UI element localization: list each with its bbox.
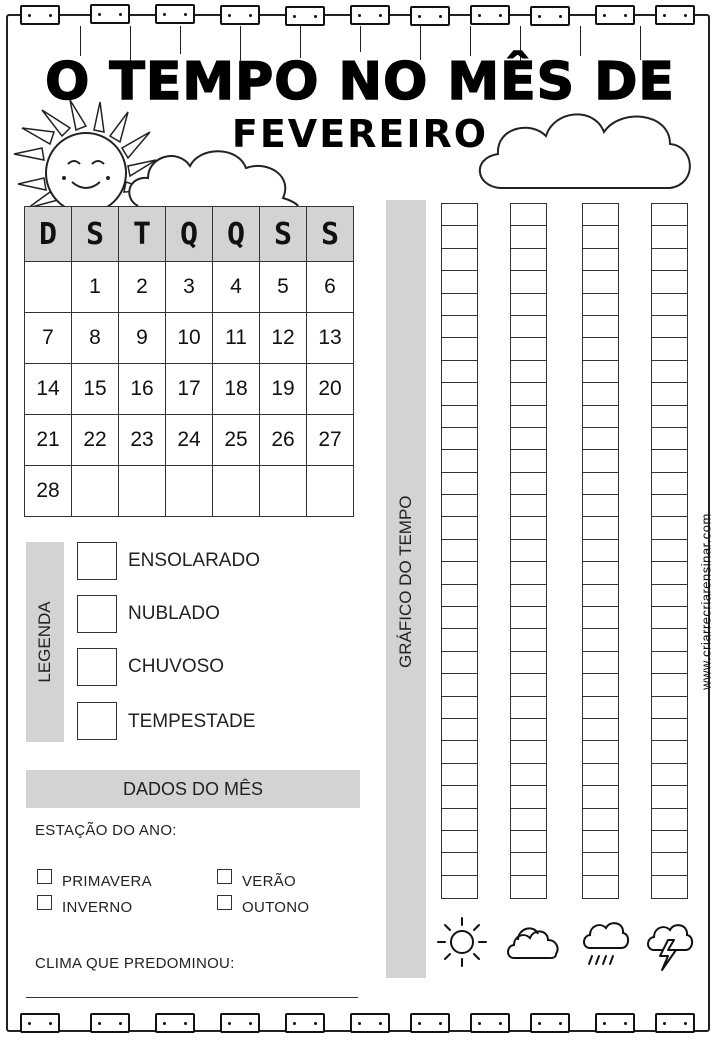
graph-cell[interactable] (652, 540, 687, 562)
graph-cell[interactable] (652, 338, 687, 360)
legend-label: LEGENDA (35, 601, 54, 683)
graph-cell[interactable] (442, 786, 477, 808)
graph-column-rain (582, 203, 619, 899)
weekday-header: T (119, 207, 166, 262)
graph-cell[interactable] (442, 495, 477, 517)
graph-cell[interactable] (442, 876, 477, 898)
graph-cell[interactable] (583, 204, 618, 226)
graph-cell[interactable] (442, 249, 477, 271)
legend-text-ensolarado: ENSOLARADO (128, 550, 260, 571)
binder-tab-bottom (655, 1013, 695, 1033)
graph-cell[interactable] (442, 316, 477, 338)
graph-cell[interactable] (442, 450, 477, 472)
graph-cell[interactable] (583, 786, 618, 808)
graph-cell[interactable] (442, 697, 477, 719)
graph-cell[interactable] (511, 226, 546, 248)
graph-cell[interactable] (583, 697, 618, 719)
calendar-day[interactable]: 7 (25, 313, 72, 364)
graph-cell[interactable] (511, 271, 546, 293)
graph-cell[interactable] (583, 674, 618, 696)
graph-cell[interactable] (442, 629, 477, 651)
binder-tab-top (285, 6, 325, 26)
calendar-day[interactable]: 26 (260, 415, 307, 466)
calendar-day[interactable]: 6 (307, 262, 354, 313)
graph-cell[interactable] (583, 629, 618, 651)
binder-tab-top (655, 5, 695, 25)
graph-cell[interactable] (511, 361, 546, 383)
checkbox-inverno[interactable] (37, 895, 52, 910)
graph-cell[interactable] (652, 271, 687, 293)
graph-cell[interactable] (652, 495, 687, 517)
weekday-header: Q (213, 207, 260, 262)
graph-cell[interactable] (442, 540, 477, 562)
calendar-week (25, 364, 354, 415)
graph-cell[interactable] (652, 361, 687, 383)
binder-tab-top (20, 5, 60, 25)
graph-cell[interactable] (511, 652, 546, 674)
graph-cell[interactable] (442, 226, 477, 248)
binder-tab-top (595, 5, 635, 25)
climate-answer-line[interactable] (26, 997, 358, 998)
graph-cell[interactable] (511, 786, 546, 808)
graph-cell[interactable] (442, 809, 477, 831)
graph-cell[interactable] (442, 428, 477, 450)
binder-tab-bottom (350, 1013, 390, 1033)
graph-cell[interactable] (442, 853, 477, 875)
graph-cell[interactable] (442, 831, 477, 853)
calendar-week (25, 313, 354, 364)
graph-cell[interactable] (583, 361, 618, 383)
graph-cell[interactable] (583, 316, 618, 338)
graph-cell[interactable] (583, 338, 618, 360)
graph-cell[interactable] (511, 607, 546, 629)
graph-cell[interactable] (511, 294, 546, 316)
binder-tab-bottom (220, 1013, 260, 1033)
graph-cell[interactable] (511, 338, 546, 360)
storm-icon (644, 918, 694, 974)
calendar-day[interactable]: 22 (72, 415, 119, 466)
calendar-week (25, 415, 354, 466)
graph-cell[interactable] (583, 876, 618, 898)
calendar-day[interactable] (72, 466, 119, 517)
calendar-day[interactable]: 8 (72, 313, 119, 364)
graph-cell[interactable] (511, 764, 546, 786)
graph-cell[interactable] (511, 697, 546, 719)
binder-tab-top (90, 4, 130, 24)
binder-tab-bottom (285, 1013, 325, 1033)
calendar-day[interactable]: 5 (260, 262, 307, 313)
graph-cell[interactable] (652, 450, 687, 472)
graph-cell[interactable] (652, 876, 687, 898)
legend-text-chuvoso: CHUVOSO (128, 656, 225, 677)
calendar-day[interactable]: 23 (119, 415, 166, 466)
graph-cell[interactable] (583, 517, 618, 539)
weekday-header: S (260, 207, 307, 262)
checkbox-primavera[interactable] (37, 869, 52, 884)
binder-tab-top (530, 6, 570, 26)
calendar-day[interactable] (307, 466, 354, 517)
graph-cell[interactable] (442, 764, 477, 786)
graph-cell[interactable] (442, 383, 477, 405)
graph-cell[interactable] (652, 674, 687, 696)
binder-tab-bottom (155, 1013, 195, 1033)
graph-cell[interactable] (511, 719, 546, 741)
graph-cell[interactable] (511, 831, 546, 853)
graph-cell[interactable] (652, 249, 687, 271)
graph-cell[interactable] (583, 428, 618, 450)
binder-tab-top (410, 6, 450, 26)
calendar-day[interactable] (166, 466, 213, 517)
calendar-day[interactable]: 11 (213, 313, 260, 364)
graph-cell[interactable] (652, 428, 687, 450)
calendar-day[interactable]: 14 (25, 364, 72, 415)
graph-cell[interactable] (652, 809, 687, 831)
graph-cell[interactable] (442, 674, 477, 696)
graph-cell[interactable] (652, 786, 687, 808)
calendar-day[interactable]: 13 (307, 313, 354, 364)
climate-label: CLIMA QUE PREDOMINOU: (35, 955, 235, 972)
season-inverno: INVERNO (62, 899, 133, 916)
graph-column-cloud (510, 203, 547, 899)
checkbox-outono[interactable] (217, 895, 232, 910)
season-primavera: PRIMAVERA (62, 873, 152, 890)
graph-cell[interactable] (583, 741, 618, 763)
rain-icon (580, 916, 630, 972)
graph-cell[interactable] (511, 495, 546, 517)
calendar-day[interactable]: 20 (307, 364, 354, 415)
calendar-week (25, 262, 354, 313)
graph-cell[interactable] (652, 316, 687, 338)
month-title: FEVEREIRO (231, 112, 489, 156)
binder-tab-bottom (595, 1013, 635, 1033)
calendar-day[interactable]: 12 (260, 313, 307, 364)
graph-cell[interactable] (442, 652, 477, 674)
weekday-header: S (72, 207, 119, 262)
calendar-day[interactable]: 3 (166, 262, 213, 313)
hanging-string (180, 26, 181, 54)
binder-tab-bottom (90, 1013, 130, 1033)
graph-cell[interactable] (511, 540, 546, 562)
binder-tab-top (350, 5, 390, 25)
calendar-day[interactable] (119, 466, 166, 517)
legend-box-chuvoso[interactable] (77, 648, 117, 686)
graph-cell[interactable] (583, 585, 618, 607)
calendar-day[interactable] (25, 262, 72, 313)
graph-cell[interactable] (652, 853, 687, 875)
graph-cell[interactable] (511, 450, 546, 472)
sun-icon (434, 914, 490, 970)
calendar-day[interactable]: 27 (307, 415, 354, 466)
legend-box-tempestade[interactable] (77, 702, 117, 740)
graph-cell[interactable] (583, 652, 618, 674)
dados-title: DADOS DO MÊS (26, 770, 360, 808)
graph-cell[interactable] (583, 450, 618, 472)
graph-cell[interactable] (442, 338, 477, 360)
graph-cell[interactable] (652, 652, 687, 674)
graph-cell[interactable] (652, 585, 687, 607)
calendar-day[interactable]: 2 (119, 262, 166, 313)
graph-cell[interactable] (442, 361, 477, 383)
season-verao: VERÃO (242, 873, 297, 890)
graph-cell[interactable] (652, 204, 687, 226)
calendar-day[interactable]: 15 (72, 364, 119, 415)
graph-cell[interactable] (511, 406, 546, 428)
graph-cell[interactable] (511, 383, 546, 405)
season-label: ESTAÇÃO DO ANO: (35, 822, 177, 839)
legend-text-tempestade: TEMPESTADE (128, 711, 256, 732)
graph-cell[interactable] (583, 226, 618, 248)
graph-cell[interactable] (442, 271, 477, 293)
graph-cell[interactable] (442, 741, 477, 763)
graph-cell[interactable] (652, 697, 687, 719)
graph-cell[interactable] (583, 853, 618, 875)
graph-cell[interactable] (583, 809, 618, 831)
graph-cell[interactable] (583, 383, 618, 405)
calendar-day[interactable]: 25 (213, 415, 260, 466)
binder-tab-top (220, 5, 260, 25)
weekday-header: D (25, 207, 72, 262)
graph-cell[interactable] (442, 473, 477, 495)
graph-cell[interactable] (583, 562, 618, 584)
graph-cell[interactable] (442, 204, 477, 226)
graph-cell[interactable] (652, 629, 687, 651)
graph-cell[interactable] (442, 562, 477, 584)
graph-cell[interactable] (652, 741, 687, 763)
graph-cell[interactable] (583, 249, 618, 271)
calendar-table (24, 206, 354, 517)
website-url: www.criarrecriarensinar.com (698, 513, 714, 690)
graph-cell[interactable] (511, 517, 546, 539)
graph-cell[interactable] (583, 719, 618, 741)
graph-cell[interactable] (511, 629, 546, 651)
graph-cell[interactable] (652, 294, 687, 316)
graph-cell[interactable] (652, 831, 687, 853)
graph-cell[interactable] (511, 473, 546, 495)
graph-cell[interactable] (652, 719, 687, 741)
graph-label: GRÁFICO DO TEMPO (396, 495, 415, 668)
graph-cell[interactable] (652, 562, 687, 584)
weekday-header: S (307, 207, 354, 262)
graph-cell[interactable] (652, 607, 687, 629)
calendar-day[interactable]: 4 (213, 262, 260, 313)
graph-cell[interactable] (652, 473, 687, 495)
legend-box-ensolarado[interactable] (77, 542, 117, 580)
hanging-string (360, 26, 361, 52)
binder-tab-bottom (470, 1013, 510, 1033)
graph-cell[interactable] (511, 249, 546, 271)
calendar-day[interactable]: 10 (166, 313, 213, 364)
weekday-header: Q (166, 207, 213, 262)
graph-cell[interactable] (583, 495, 618, 517)
graph-cell[interactable] (583, 607, 618, 629)
graph-cell[interactable] (511, 316, 546, 338)
calendar-day[interactable]: 19 (260, 364, 307, 415)
graph-cell[interactable] (652, 517, 687, 539)
graph-cell[interactable] (583, 831, 618, 853)
graph-cell[interactable] (442, 294, 477, 316)
calendar-day[interactable]: 21 (25, 415, 72, 466)
graph-cell[interactable] (583, 294, 618, 316)
calendar-day[interactable]: 16 (119, 364, 166, 415)
calendar-day[interactable]: 9 (119, 313, 166, 364)
legend-text-nublado: NUBLADO (128, 603, 220, 624)
calendar-day[interactable] (260, 466, 307, 517)
season-outono: OUTONO (242, 899, 310, 916)
binder-tab-bottom (20, 1013, 60, 1033)
graph-cell[interactable] (511, 853, 546, 875)
graph-cell[interactable] (511, 562, 546, 584)
graph-cell[interactable] (511, 741, 546, 763)
graph-cell[interactable] (442, 585, 477, 607)
checkbox-verao[interactable] (217, 869, 232, 884)
binder-tab-top (470, 5, 510, 25)
graph-cell[interactable] (442, 517, 477, 539)
graph-column-sun (441, 203, 478, 899)
graph-cell[interactable] (442, 719, 477, 741)
graph-cell[interactable] (511, 876, 546, 898)
binder-tab-top (155, 4, 195, 24)
calendar-day[interactable]: 17 (166, 364, 213, 415)
calendar-day[interactable]: 18 (213, 364, 260, 415)
graph-cell[interactable] (652, 764, 687, 786)
graph-cell[interactable] (583, 764, 618, 786)
page-title: O TEMPO NO MÊS DE (45, 52, 675, 112)
graph-cell[interactable] (511, 674, 546, 696)
binder-tab-bottom (530, 1013, 570, 1033)
graph-cell[interactable] (511, 809, 546, 831)
graph-cell[interactable] (442, 607, 477, 629)
graph-cell[interactable] (583, 406, 618, 428)
graph-cell[interactable] (583, 473, 618, 495)
graph-cell[interactable] (511, 204, 546, 226)
graph-cell[interactable] (583, 540, 618, 562)
graph-cell[interactable] (511, 428, 546, 450)
legend-box-nublado[interactable] (77, 595, 117, 633)
calendar-day[interactable]: 1 (72, 262, 119, 313)
binder-tab-bottom (410, 1013, 450, 1033)
graph-cell[interactable] (511, 585, 546, 607)
calendar-day[interactable]: 24 (166, 415, 213, 466)
graph-cell[interactable] (442, 406, 477, 428)
graph-cell[interactable] (652, 226, 687, 248)
cloud-icon (504, 918, 562, 964)
graph-column-storm (651, 203, 688, 899)
graph-cell[interactable] (583, 271, 618, 293)
calendar-day[interactable]: 28 (25, 466, 72, 517)
graph-cell[interactable] (652, 383, 687, 405)
graph-cell[interactable] (652, 406, 687, 428)
calendar-week (25, 466, 354, 517)
calendar-day[interactable] (213, 466, 260, 517)
